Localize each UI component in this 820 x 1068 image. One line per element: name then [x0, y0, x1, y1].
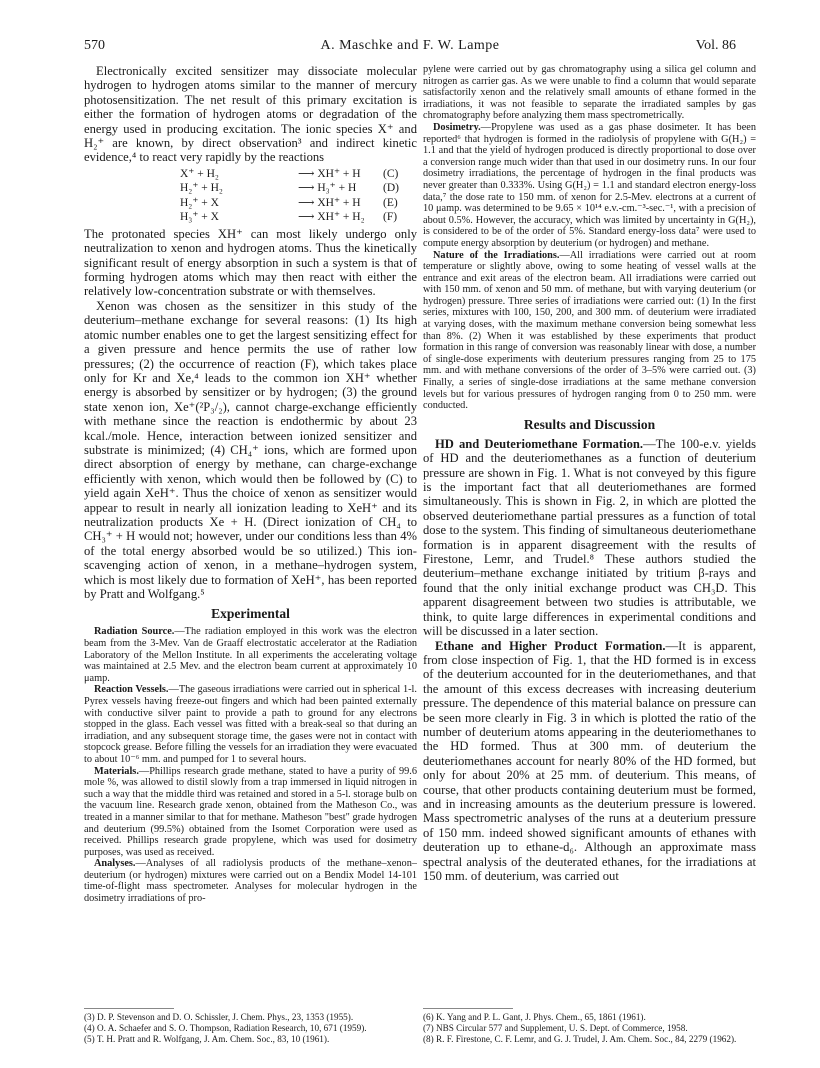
running-authors: A. Maschke and F. W. Lampe — [320, 38, 500, 53]
paragraph-text: —The radiation employed in this work was the electron beam from the 3-Mev. Van de Graaff electrostatic accelerator at the Radiation Laboratory of the Mellon Institute. In all experiments the accelerating voltage was maintained at 2.5 Mev. and the electron beam current at approximately 10 μamp. — [84, 626, 417, 684]
footnote: (3) D. P. Stevenson and D. O. Schissler, J. Chem. Phys., 23, 1353 (1955). — [84, 1012, 354, 1022]
paragraph-nature-of-irradiations — [423, 250, 756, 412]
paragraph-text: —Analyses of all radiolysis products of the methane–xenon–deuterium (or hydrogen) mixtures were carried out on a Bendix Model 14-101 time-of-flight mass spectrometer. Analyses for molecular hydrogen in the dosimetry irradiations of pro- — [84, 858, 417, 905]
equation-tag: (E) — [383, 196, 398, 209]
reaction-equations — [84, 167, 417, 225]
equation-lhs: X⁺ + H₂ — [180, 167, 219, 180]
run-in-heading: HD and Deuteriomethane Formation. — [435, 436, 644, 451]
equation-lhs: H₂⁺ + X — [180, 196, 219, 209]
reaction-equation — [84, 181, 417, 196]
run-in-heading: Ethane and Higher Product Formation. — [435, 638, 666, 653]
page-number: 570 — [84, 38, 105, 53]
paragraph: Electronically excited sensitizer may dissociate molecular hydrogen to hydrogen atoms similar to the manner of mercury photosensitization. The net result of this primary excitation is either the formation of hydrogen atoms or degradation of the energy used in producing excitation. The ionic species X⁺ and H₂⁺ are known, by direct observation³ and indirect kinetic evidence,⁴ to react very rapidly by the reactions — [84, 64, 417, 165]
paragraph-hd-formation — [423, 437, 756, 639]
equation-rhs: ⟶ XH⁺ + H — [298, 167, 361, 180]
run-in-heading: Reaction Vessels. — [94, 684, 169, 696]
footnote-rule — [423, 1008, 513, 1009]
paragraph: The protonated species XH⁺ can most likely undergo only neutralization to xenon and hydrogen atoms. Thus the kinetically significant result of energy absorption in such a system is that of forming hydrogen atoms which may then react with either the relatively low-concentration substrate or with themselves. — [84, 226, 417, 299]
paragraph: pylene were carried out by gas chromatography using a silica gel column and nitrogen as carrier gas. As we were unable to find a column that would separate satisfactorily xenon and the relatively small amounts of ethane formed in the irradiations, it was not feasible to separate the irradiated samples by gas chromatography before analyzing them mass spectrometrically. — [423, 64, 756, 122]
footnote: (4) O. A. Schaefer and S. O. Thompson, Radiation Research, 10, 671 (1959). — [84, 1022, 367, 1033]
paragraph-materials — [84, 766, 417, 859]
right-column — [423, 64, 756, 883]
footnote: (5) T. H. Pratt and R. Wolfgang, J. Am. Chem. Soc., 83, 10 (1961). — [84, 1033, 330, 1044]
reaction-equation — [84, 210, 417, 225]
run-in-heading: Materials. — [94, 765, 139, 777]
paragraph-text: —Propylene was used as a gas phase dosimeter. It has been reported⁶ that hydrogen is formed in the radiolysis of propylene with G(H₂) = 1.1 and that the yield of hydrogen produced is directly proportional to dose over a conversion range much wider than that used in our dosimetry runs. In our four dosimetry irradiations, the percentage of hydrogen in the final products was never greater than 0.333%. Using G(H₂) = 1.1 and standard electron energy-loss data,⁷ the dose rate to 150 mm. of xenon for 2.5-Mev. electrons at a current of 10 μamp. was determined to be 9.65 × 10¹⁴ e.v.-cm.⁻³-sec.⁻¹, with a precision of about 0.5%. However, the accuracy, which was limited by uncertainty in G(H₂), is considered to be of the order of 5%. Standard energy-loss data⁷ were used to compute energy absorption by deuterium (or hydrogen) and methane. — [423, 121, 756, 249]
paragraph-text: —All irradiations were carried out at room temperature or slightly above, owing to some heating of vessel walls at the entrance and exit areas of the electron beam. All irradiations were carried out with 150 mm. of xenon and 50 mm. of methane, but with varying deuterium (or hydrogen) pressure. Three series of irradiations were carried out: (1) In the first series, mixtures with 100, 150, 200, and 300 mm. of deuterium were irradiated at varying doses, with the maximum methane conversion being somewhat less than 8%. (2) When it was established by these experiments that product formation in this range of conversion was reasonably linear with dose, a number of single-dose experiments with deuterium pressures ranging from 25 to 175 mm. and with methane conversions of the order of 3–5% were carried out. (3) Finally, a series of single-dose irradiations at the same methane conversion levels but for various pressures of hydrogen ranging from 0 to 250 mm. were conducted. — [423, 249, 756, 412]
paragraph-text: —It is apparent, from close inspection of Fig. 1, that the HD formed is in excess of the deuterium accounted for in the deuteriomethanes, and that the amount of this excess decreases with increasing deuterium pressure. The dependence of this material balance on pressure can be seen more clearly in Fig. 3 in which is plotted the ratio of the number of deuterium atoms appearing in the deuteriomethanes to the HD formed. Thus at 300 mm. of deuterium the deuteriomethanes account for nearly 80% of the HD formed, but only for about 20% at 25 mm. of deuterium. This means, of course, that other products containing deuterium must be formed, and in increasing amounts as the deuterium pressure is lowered. Mass spectrometric analyses of the runs at a deuterium pressure of 150 mm. indeed showed significant amounts of ethanes with deuteration up to ethane-d₆. Although an approximate mass spectral analysis of the deuterated ethanes, for the irradiations at 150 mm. of deuterium, was carried out — [423, 638, 756, 883]
equation-tag: (F) — [383, 211, 398, 224]
footnotes-right — [423, 1012, 756, 1044]
equation-rhs: ⟶ XH⁺ + H₂ — [298, 211, 365, 224]
equation-tag: (C) — [383, 167, 399, 180]
left-column — [84, 64, 417, 905]
running-header — [84, 38, 736, 58]
volume-label: Vol. 86 — [695, 38, 736, 53]
equation-lhs: H₃⁺ + X — [180, 211, 219, 224]
run-in-heading: Dosimetry. — [433, 121, 481, 133]
paragraph-text: —Phillips research grade methane, stated to have a purity of 99.6 mole %, was allowed to distil slowly from a trap immersed in liquid nitrogen in such a way that the middle third was retained and stored in a 5-l. storage bulb on the vacuum line. Research grade xenon, obtained from the Matheson Co., was treated in a manner similar to that for methane. Matheson "best" grade hydrogen and deuterium (99.5%) obtained from the Isomet Corporation were used as received. Phillips research grade propylene, which was used for dosimetry purposes, was used as received. — [84, 765, 417, 858]
footnote: (8) R. F. Firestone, C. F. Lemr, and G. J. Trudel, J. Am. Chem. Soc., 84, 2279 (1962). — [423, 1033, 737, 1044]
paragraph-ethane-formation — [423, 639, 756, 884]
paragraph-reaction-vessels — [84, 684, 417, 765]
section-heading-results: Results and Discussion — [523, 416, 656, 432]
equation-lhs: H₂⁺ + H₂ — [180, 182, 223, 195]
footnote: (6) K. Yang and P. L. Gant, J. Phys. Chem., 65, 1861 (1961). — [423, 1012, 646, 1022]
paragraph-analyses — [84, 858, 417, 904]
equation-rhs: ⟶ XH⁺ + H — [298, 196, 361, 209]
reaction-equation — [84, 167, 417, 182]
paragraph-text: —The gaseous irradiations were carried out in spherical 1-l. Pyrex vessels having freeze-out fingers and which had been painted externally with conductive silver paint to provide a path to ground for any electrons stopped in the glass. Each vessel was fitted with a break-seal so that during an irradiation, and any subsequent storage time, the gases were not in contact with stopcock grease. Before filling the vessels for an irradiation they were evacuated to about 10⁻⁶ mm. and pumped for 1 to several hours. — [84, 684, 417, 765]
run-in-heading: Radiation Source. — [94, 626, 175, 638]
paragraph-radiation-source — [84, 626, 417, 684]
paragraph: Xenon was chosen as the sensitizer in this study of the deuterium–methane exchange for several reasons: (1) Its high atomic number enables one to get the largest sensitizing effect for a given pressure and hence permits the use of rather low pressures; (2) the occurrence of reaction (F), which takes place only for Kr and Xe,⁴ leads to the common ion XH⁺ whether energy is absorbed by sensitizer or by hydrogen; (3) the ground state xenon ion, Xe⁺(²P₃/₂), cannot charge-exchange efficiently with methane since the reaction is endothermic by about 23 kcal./mole. Hence, interaction between ionized sensitizer and substrate is minimized; (4) CH₄⁺ ions, which are formed upon direct absorption of energy by methane, can charge-exchange efficiently with xenon, which would then be followed by (C) to yield again XeH⁺. Thus the choice of xenon as sensitizer would appear to result in nearly all ionization leading to XeH⁺ and its neutralization products Xe + H. (Direct ionization of CH₄ to CH₃⁺ + H would not; however, under our conditions less than 4% of the total energy absorbed would be so utilized.) This ion-scavenging action of xenon, in a methane–hydrogen system, which is most likely due to formation of XeH⁺, has been reported by Pratt and Wolfgang.⁵ — [84, 298, 417, 601]
run-in-heading: Analyses. — [94, 858, 136, 870]
section-heading-experimental: Experimental — [211, 606, 290, 622]
footnote-rule — [84, 1008, 174, 1009]
equation-tag: (D) — [383, 182, 399, 195]
reaction-equation — [84, 196, 417, 211]
run-in-heading: Nature of the Irradiations. — [433, 249, 560, 261]
footnotes-left — [84, 1012, 417, 1044]
equation-rhs: ⟶ H₃⁺ + H — [298, 182, 357, 195]
paragraph-dosimetry — [423, 122, 756, 250]
paragraph-text: —The 100-e.v. yields of HD and the deuteriomethanes as a function of deuterium pressure are shown in Fig. 1. What is not conveyed by this figure is the important fact that all deuteriomethanes are formed simultaneously. This is shown in Fig. 2, in which are plotted the observed deuteriomethane partial pressures as a function of total dose to the system. This finding of simultaneous deuteriomethane formation is in apparent disagreement with the results of Firestone, Lemr, and Trudel.⁸ These authors studied the deuterium–methane exchange initiated by tritium β-rays and found that the only initial exchange product was CH₃D. This apparent disagreement between two studies is attributable, we think, to quite large differences in experimental conditions and will be discussed in a later section. — [423, 436, 756, 639]
footnote: (7) NBS Circular 577 and Supplement, U. S. Dept. of Commerce, 1958. — [423, 1022, 688, 1033]
